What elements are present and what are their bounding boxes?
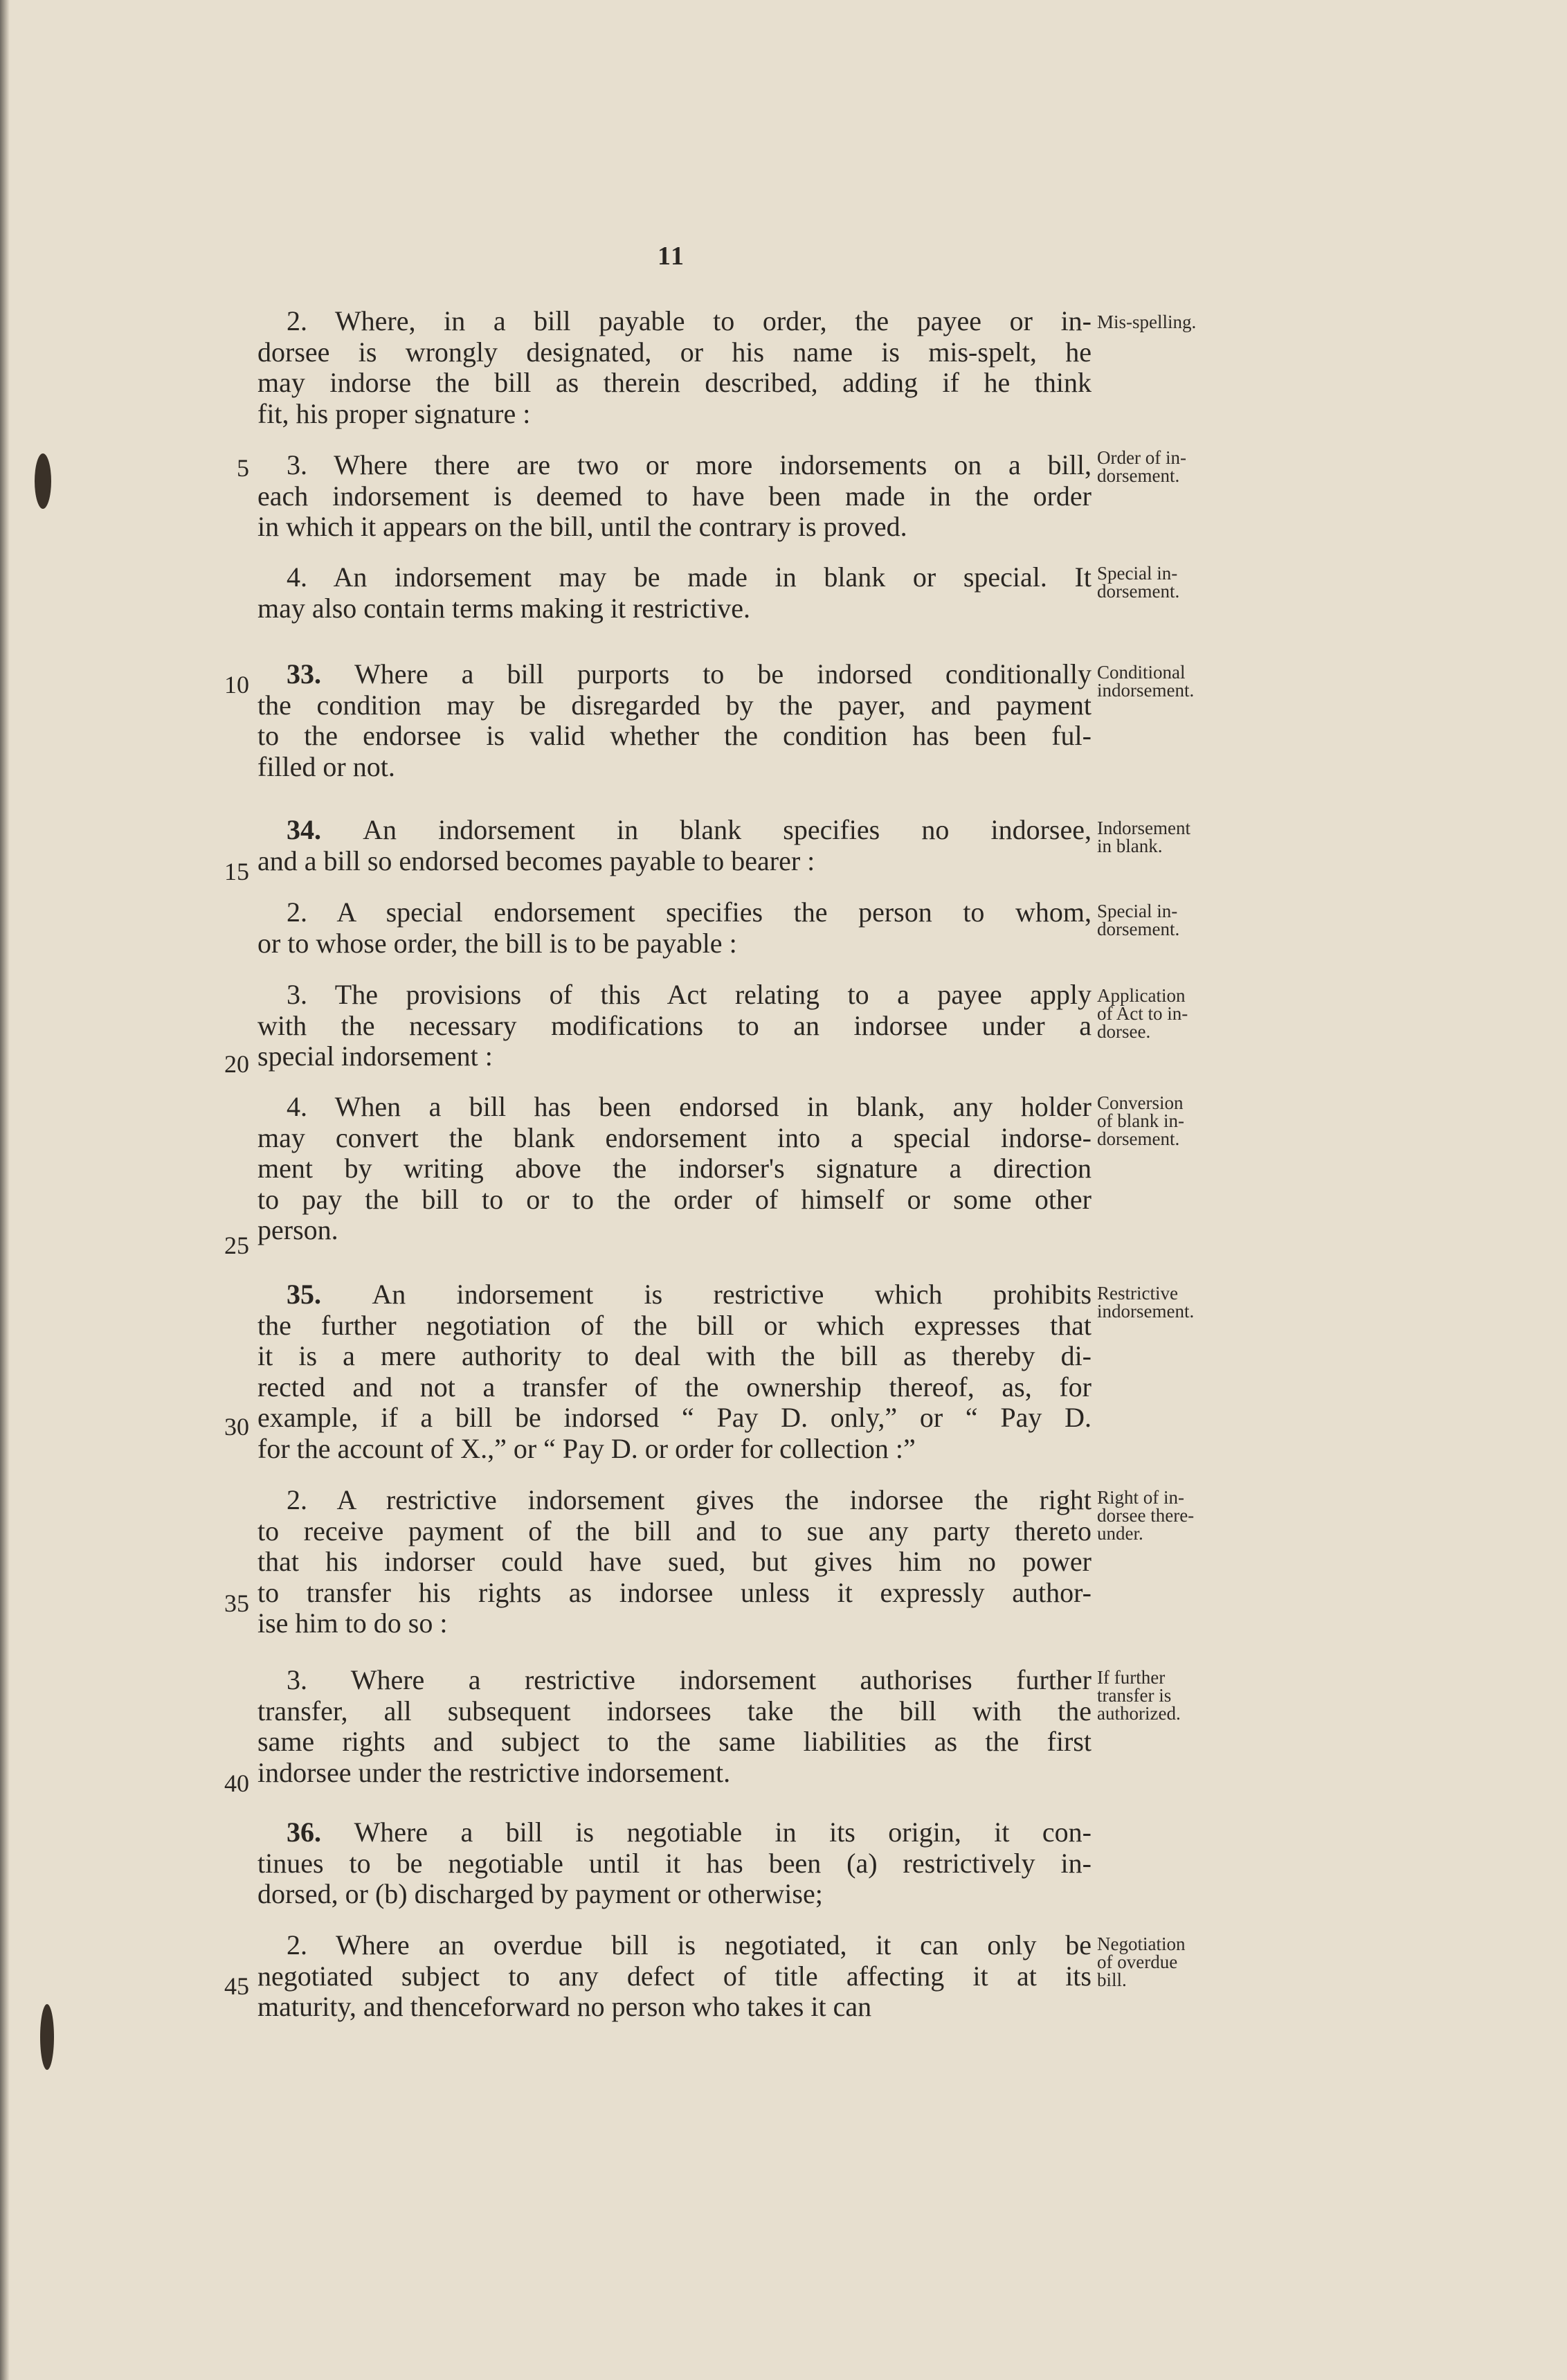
- text-line: in which it appears on the bill, until the contrary is proved.: [257, 511, 907, 542]
- text-line: dorsed, or (b) discharged by payment or otherwise;: [257, 1878, 823, 1909]
- line-number: 40: [224, 1769, 249, 1797]
- margin-note: Right of in- dorsee there- under.: [1097, 1487, 1195, 1544]
- text-line: tinues to be negotiable until it has been (a) restrictively in-: [257, 1847, 1092, 1879]
- line-number: 30: [224, 1413, 249, 1441]
- text-line: indorsee under the restrictive indorsement.: [257, 1756, 731, 1788]
- section-number: 34.: [287, 814, 363, 845]
- paragraph: [257, 1485, 1092, 1639]
- paragraph: [257, 1817, 1092, 1910]
- line-number: 5: [237, 454, 249, 482]
- text-line: example, if a bill be indorsed “ Pay D. only,” or “ Pay D.: [257, 1402, 1092, 1433]
- line-number: 25: [224, 1232, 249, 1259]
- text-line: 2. A special endorsement specifies the person to whom,: [287, 896, 1092, 928]
- text-line: with the necessary modifications to an indorsee under a: [257, 1009, 1092, 1041]
- text-line: for the account of X.,” or “ Pay D. or order for collection :”: [257, 1432, 916, 1464]
- text-line: maturity, and thenceforward no person who takes it can: [257, 1991, 872, 2022]
- margin-note: Negotiation of overdue bill.: [1097, 1933, 1186, 1990]
- margin-note: Special in- dorsement.: [1097, 563, 1180, 602]
- section-number: 36.: [287, 1816, 354, 1848]
- text-line: 4. An indorsement may be made in blank or special. It: [287, 561, 1092, 593]
- paragraph: [257, 980, 1092, 1072]
- text-line: 36. Where a bill is negotiable in its origin, it con-: [287, 1816, 1092, 1848]
- text-line: 34. An indorsement in blank specifies no indorsee,: [287, 814, 1092, 845]
- paragraph: [257, 1092, 1092, 1246]
- text-line: 2. Where an overdue bill is negotiated, it can only be: [287, 1929, 1092, 1960]
- text-line: negotiated subject to any defect of title affecting it at its: [257, 1960, 1092, 1992]
- text-line: rected and not a transfer of the ownership thereof, as, for: [257, 1371, 1092, 1403]
- text-line: the condition may be disregarded by the payer, and payment: [257, 689, 1092, 721]
- text-line: 2. Where, in a bill payable to order, the payee or in-: [287, 305, 1092, 336]
- text-line: to receive payment of the bill and to sue any party thereto: [257, 1515, 1092, 1547]
- text-line: each indorsement is deemed to have been made in the order: [257, 480, 1092, 512]
- paragraph: [257, 659, 1092, 782]
- text-line: 3. Where there are two or more indorsements on a bill,: [287, 449, 1092, 480]
- line-number: 35: [224, 1589, 249, 1617]
- text-line: person.: [257, 1214, 338, 1245]
- margin-note: Application of Act to in- dorsee.: [1097, 985, 1188, 1042]
- text-line: it is a mere authority to deal with the bill as thereby di-: [257, 1340, 1092, 1371]
- text-line: may convert the blank endorsement into a special indorse-: [257, 1121, 1092, 1153]
- line-number: 45: [224, 1972, 249, 2000]
- text-line: fit, his proper signature :: [257, 397, 531, 429]
- margin-note: Restrictive indorsement.: [1097, 1283, 1195, 1322]
- text-line: to transfer his rights as indorsee unless it expressly author-: [257, 1576, 1092, 1608]
- page-number: 11: [658, 242, 685, 271]
- text-line: and a bill so endorsed becomes payable to bearer :: [257, 845, 815, 876]
- margin-note: Order of in- dorsement.: [1097, 447, 1186, 486]
- paragraph: [257, 1279, 1092, 1464]
- paragraph: [257, 897, 1092, 959]
- line-number: 10: [224, 671, 249, 698]
- text-line: filled or not.: [257, 750, 395, 782]
- text-line: may indorse the bill as therein described, adding if he think: [257, 367, 1092, 398]
- text-line: 35. An indorsement is restrictive which prohibits: [287, 1279, 1092, 1310]
- paragraph: [257, 1665, 1092, 1788]
- line-number: 20: [224, 1050, 249, 1078]
- paragraph: [257, 1930, 1092, 2023]
- text-line: transfer, all subsequent indorsees take the bill with the: [257, 1695, 1092, 1727]
- text-line: to pay the bill to or to the order of himself or some other: [257, 1183, 1092, 1215]
- paragraph: [257, 306, 1092, 429]
- text-line: may also contain terms making it restrictive.: [257, 592, 751, 624]
- section-number: 35.: [287, 1279, 372, 1310]
- text-line: or to whose order, the bill is to be payable :: [257, 927, 737, 959]
- ink-blot-mark: [35, 453, 51, 509]
- text-line: 3. Where a restrictive indorsement authorises further: [287, 1664, 1092, 1695]
- page-edge-shadow: [0, 0, 10, 2380]
- paragraph: [257, 815, 1092, 876]
- paragraph: [257, 450, 1092, 543]
- text-line: the further negotiation of the bill or which expresses that: [257, 1309, 1092, 1341]
- margin-note: Mis-spelling.: [1097, 312, 1197, 332]
- text-line: 2. A restrictive indorsement gives the indorsee the right: [287, 1484, 1092, 1515]
- text-line: 33. Where a bill purports to be indorsed conditionally: [287, 658, 1092, 689]
- text-line: to the endorsee is valid whether the condition has been ful-: [257, 720, 1092, 751]
- text-line: ise him to do so :: [257, 1607, 448, 1639]
- margin-note: Indorsement in blank.: [1097, 818, 1190, 856]
- text-line: same rights and subject to the same liabilities as the first: [257, 1726, 1092, 1757]
- section-number: 33.: [287, 658, 355, 689]
- text-line: 3. The provisions of this Act relating to a payee apply: [287, 979, 1092, 1010]
- margin-note: Conversion of blank in- dorsement.: [1097, 1092, 1184, 1149]
- paragraph: [257, 562, 1092, 624]
- text-line: ment by writing above the indorser's signature a direction: [257, 1153, 1092, 1184]
- text-line: dorsee is wrongly designated, or his name is mis-spelt, he: [257, 336, 1092, 368]
- text-line: that his indorser could have sued, but gives him no power: [257, 1546, 1092, 1577]
- margin-note: Special in- dorsement.: [1097, 901, 1180, 939]
- margin-note: If further transfer is authorized.: [1097, 1667, 1181, 1724]
- margin-note: Conditional indorsement.: [1097, 662, 1195, 701]
- ink-blot-mark: [40, 2004, 54, 2070]
- text-line: special indorsement :: [257, 1040, 493, 1072]
- line-number: 15: [224, 858, 249, 885]
- text-line: 4. When a bill has been endorsed in blank, any holder: [287, 1091, 1092, 1122]
